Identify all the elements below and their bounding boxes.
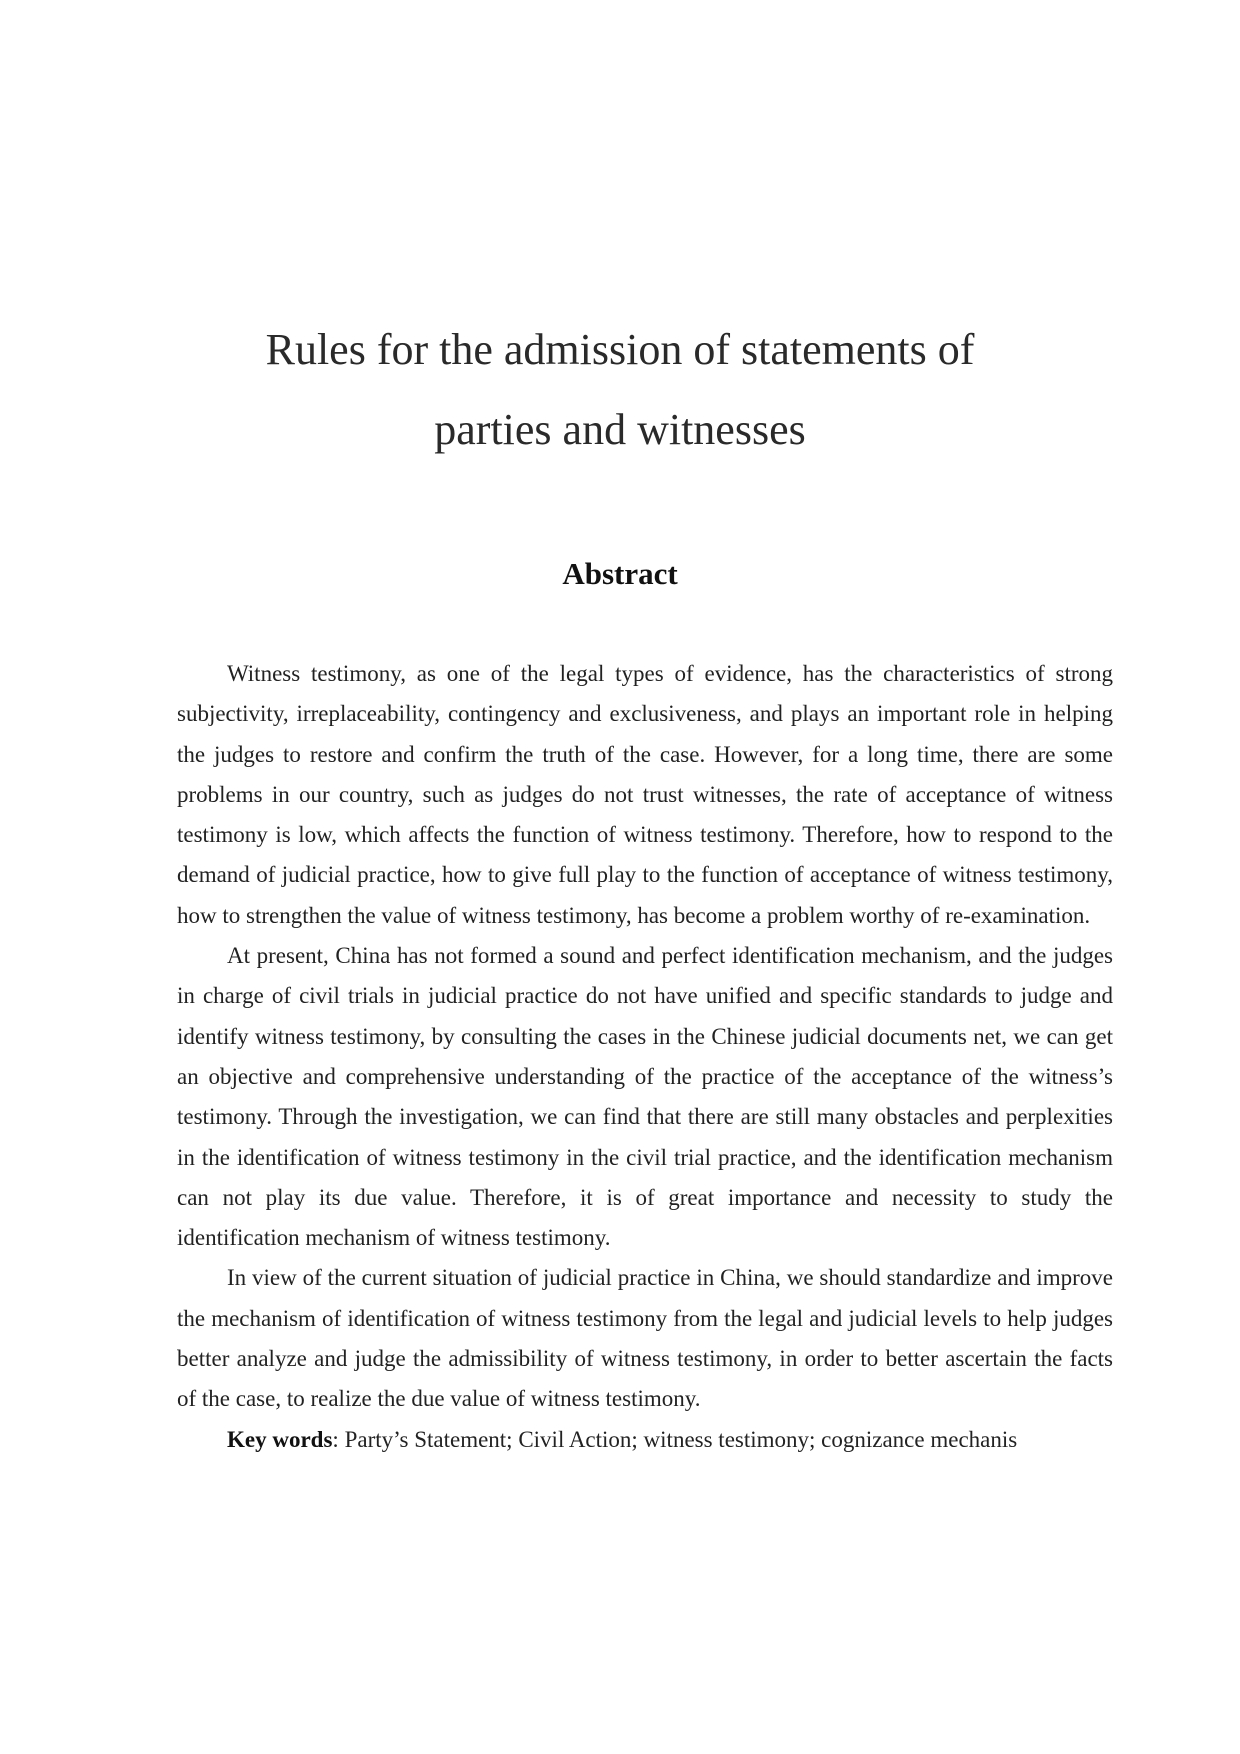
abstract-paragraph-3: In view of the current situation of judicial practice in China, we should standardize and improve the mechanism of identification of witness testimony from the legal and judicial levels to help judges better analyze and judge the admissibility of witness testimony, in order to better ascertain the facts of the case, to realize the due value of witness testimony. <box>177 1265 1113 1412</box>
abstract-paragraph-1: Witness testimony, as one of the legal types of evidence, has the characteristics of strong subjectivity, irreplaceability, contingency and exclusiveness, and plays an important role in helping the judges to restore and confirm the truth of the case. However, for a long time, there are some problems in our country, such as judges do not trust witnesses, the rate of acceptance of witness testimony is low, which affects the function of witness testimony. Therefore, how to respond to the demand of judicial practice, how to give full play to the function of acceptance of witness testimony, how to strengthen the value of witness testimony, has become a problem worthy of re-examination. <box>177 661 1113 928</box>
title-line-2: parties and witnesses <box>434 405 806 454</box>
keywords-label: Key words <box>227 1426 333 1452</box>
abstract-body <box>177 654 1113 1460</box>
keywords-value: Party’s Statement; Civil Action; witness testimony; cognizance mechanis <box>344 1426 1018 1452</box>
title-line-1: Rules for the admission of statements of <box>265 325 975 374</box>
keywords-line <box>177 1420 1113 1460</box>
abstract-paragraph-2: At present, China has not formed a sound and perfect identification mechanism, and the judges in charge of civil trials in judicial practice do not have unified and specific standards to judge and identify witness testimony, by consulting the cases in the Chinese judicial documents net, we can get an objective and comprehensive understanding of the practice of the acceptance of the witness’s testimony. Through the investigation, we can find that there are still many obstacles and perplexities in the identification of witness testimony in the civil trial practice, and the identification mechanism can not play its due value. Therefore, it is of great importance and necessity to study the identification mechanism of witness testimony. <box>177 943 1113 1251</box>
keywords-separator: : <box>332 1426 345 1452</box>
document-title <box>120 310 1120 470</box>
abstract-heading: Abstract <box>562 556 678 591</box>
